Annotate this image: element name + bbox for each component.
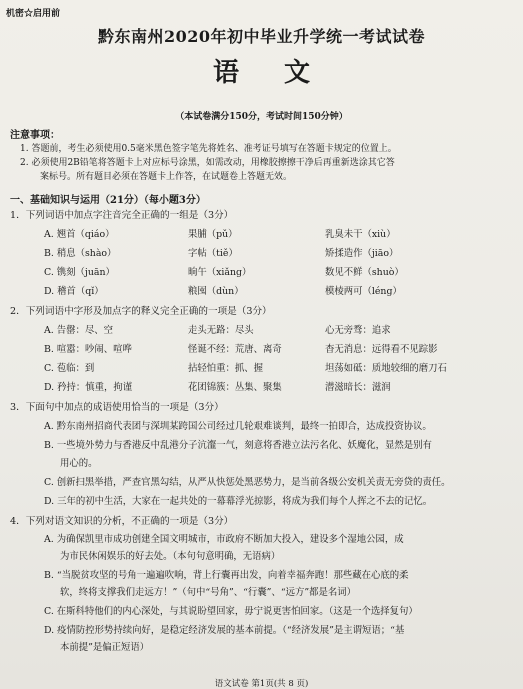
q1-stem: 1．下列词语中加点字注音完全正确的一组是（3分） <box>10 210 234 221</box>
q4-option-d-cont: 本前提”是偏正短语） <box>60 642 150 653</box>
q2-b-1: B. 喧嚣：吵闹、喧哗 <box>44 344 132 355</box>
q3-option-b: B. 一些境外势力与香港反中乱港分子沆瀣一气，刻意将香港立法污名化、妖魔化，显然是别有 <box>44 440 432 451</box>
q4-option-a: A. 为确保凯里市成功创建全国文明城市，市政府不断加大投入，建设多个湿地公园，成 <box>44 534 404 545</box>
subject-title: 语 文 <box>212 58 329 88</box>
q2-a-3: 心无旁骛：追求 <box>325 325 391 336</box>
q1-c-2: 晌午（xiǎng） <box>188 267 252 278</box>
q1-a-1: A. 翘首（qiáo） <box>44 229 115 240</box>
q2-stem: 2．下列词语中字形及加点字的释义完全正确的一项是（3分） <box>10 306 272 317</box>
q4-option-c: C. 在斯科特他们的内心深处，与其说盼望回家，毋宁说更害怕回家。（这是一个选择复句） <box>44 606 418 617</box>
q2-c-1: C. 苞临：到 <box>44 363 95 374</box>
q1-d-2: 粮囤（dùn） <box>188 286 244 297</box>
q2-d-1: D. 矜持：慎重，拘谨 <box>44 382 133 393</box>
q2-d-2: 花团锦簇：丛集、聚集 <box>188 382 282 393</box>
confidential-label: 机密☆启用前 <box>6 9 61 19</box>
q4-stem: 4．下列对语文知识的分析，不正确的一项是（3分） <box>10 516 234 527</box>
q1-c-3: 数见不鲜（shuò） <box>325 267 404 278</box>
q1-c-1: C. 镌刻（juān） <box>44 267 115 278</box>
section-1-heading: 一、基础知识与运用（21分）（每小题3分） <box>10 195 206 206</box>
exam-meta: （本试卷满分150分，考试时间150分钟） <box>175 112 348 122</box>
q4-option-a-cont: 为市民休闲娱乐的好去处。（本句句意明确，无语病） <box>60 551 281 562</box>
q1-b-3: 矫揉造作（jiāo） <box>325 248 399 259</box>
q2-a-1: A. 告罄：尽、空 <box>44 325 113 336</box>
q1-d-1: D. 稽首（qǐ） <box>44 286 104 297</box>
q2-b-3: 杳无消息：远得看不见踪影 <box>325 344 438 355</box>
q1-a-2: 果脯（pǔ） <box>188 229 238 240</box>
q2-c-2: 拈轻怕重：抓、握 <box>188 363 264 374</box>
page-footer: 语文试卷 第1页(共 8 页) <box>214 679 309 689</box>
exam-title: 黔东南州2020年初中毕业升学统一考试试卷 <box>97 27 426 46</box>
q2-c-3: 坦荡如砥：质地较细的磨刀石 <box>325 363 447 374</box>
notes-line-1: 1. 答题前，考生必须使用0.5毫米黑色签字笔先将姓名、准考证号填写在答题卡规定的位置上。 <box>20 144 397 154</box>
q1-a-3: 乳臭未干（xiù） <box>325 229 396 240</box>
q3-option-b-cont: 用心的。 <box>60 458 98 469</box>
notes-heading: 注意事项： <box>10 130 60 141</box>
q1-b-2: 字帖（tiě） <box>188 248 238 259</box>
q1-d-3: 模棱两可（léng） <box>325 286 402 297</box>
q4-option-b: B. “当脱贫攻坚的号角一遍遍吹响，背上行囊再出发，向着幸福奔跑！那些藏在心底的柔 <box>44 570 409 581</box>
q1-b-1: B. 稍息（shào） <box>44 248 117 259</box>
notes-line-3: 案标号。所有题目必须在答题卡上作答，在试题卷上答题无效。 <box>40 172 293 182</box>
q4-option-b-cont: 软，终将支撑我们走远方！”（句中“号角”、“行囊”、“远方”都是名词） <box>60 587 357 598</box>
notes-line-2: 2. 必须使用2B铅笔将答题卡上对应标号涂黑，如需改动，用橡胶擦擦干净后再重新选涂其它答 <box>20 158 395 168</box>
q3-option-a: A. 黔东南州招商代表团与深圳某跨国公司经过几轮艰难谈判，最终一拍即合，达成投资协议。 <box>44 421 432 432</box>
q2-d-3: 潜滋暗长：滋润 <box>325 382 391 393</box>
q3-option-d: D. 三年的初中生活，大家在一起共处的一幕幕浮光掠影，将成为我们每个人挥之不去的记忆。 <box>44 496 433 507</box>
q3-stem: 3．下面句中加点的成语使用恰当的一项是（3分） <box>10 402 224 413</box>
q2-b-2: 怪诞不经：荒唐、离奇 <box>188 344 282 355</box>
q4-option-d: D. 疫情防控形势持续向好，是稳定经济发展的基本前提。（“经济发展”是主谓短语；“基 <box>44 625 405 636</box>
q2-a-2: 走头无路：尽头 <box>188 325 254 336</box>
q3-option-c: C. 创新扫黑举措，严查官黑勾结，从严从快惩处黑恶势力，是当前各级公安机关责无旁贷的责任。 <box>44 477 451 488</box>
